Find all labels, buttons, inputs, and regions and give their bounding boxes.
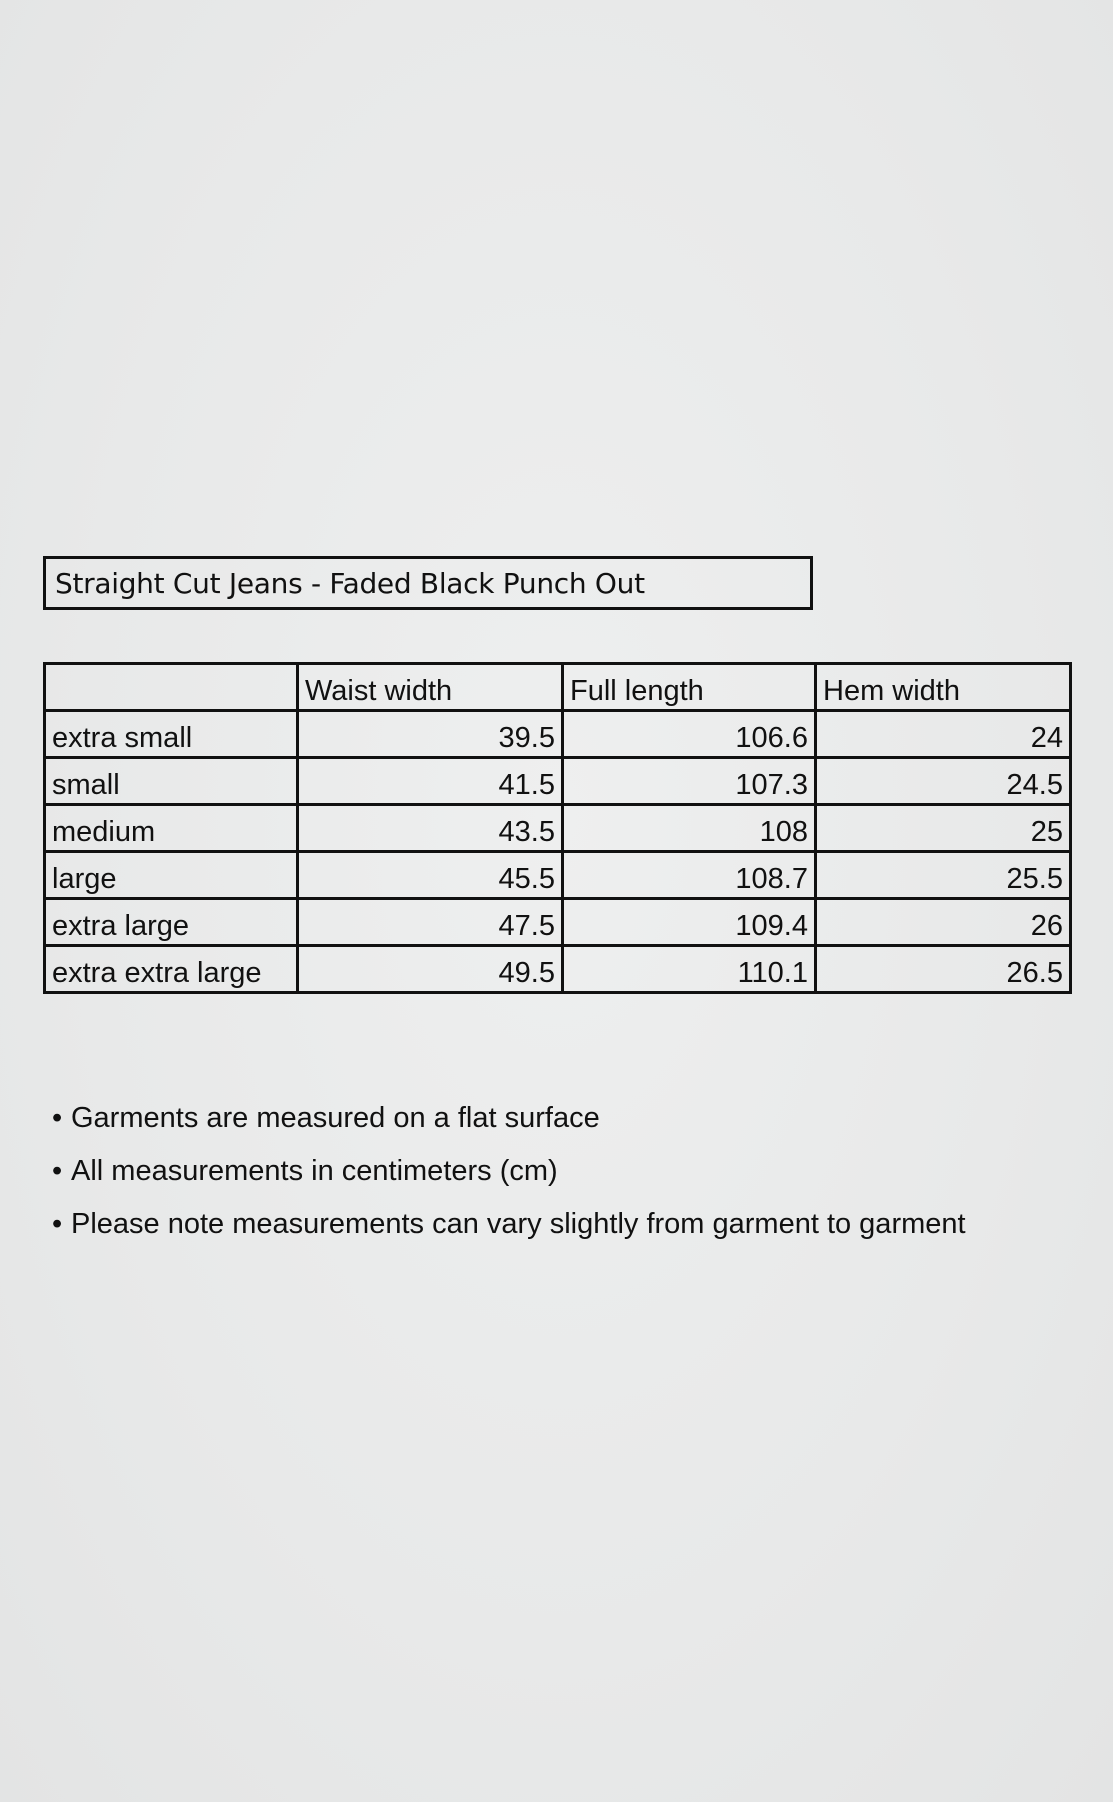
size-cell: large	[45, 852, 298, 899]
size-chart-table	[43, 662, 1072, 994]
table-row	[45, 852, 1071, 899]
waist-cell: 47.5	[298, 899, 563, 946]
length-cell: 109.4	[563, 899, 816, 946]
size-cell: extra large	[45, 899, 298, 946]
waist-cell: 45.5	[298, 852, 563, 899]
waist-cell: 49.5	[298, 946, 563, 993]
size-cell: small	[45, 758, 298, 805]
bullet-icon: •	[52, 1208, 63, 1240]
header-cell-hem-width: Hem width	[816, 664, 1071, 711]
header-cell-full-length: Full length	[563, 664, 816, 711]
table-row	[45, 946, 1071, 993]
table-row	[45, 899, 1071, 946]
waist-cell: 41.5	[298, 758, 563, 805]
hem-cell: 24.5	[816, 758, 1071, 805]
length-cell: 107.3	[563, 758, 816, 805]
waist-cell: 43.5	[298, 805, 563, 852]
size-cell: medium	[45, 805, 298, 852]
hem-cell: 25.5	[816, 852, 1071, 899]
bullet-icon: •	[52, 1102, 63, 1134]
hem-cell: 25	[816, 805, 1071, 852]
hem-cell: 26	[816, 899, 1071, 946]
chart-title: Straight Cut Jeans - Faded Black Punch Out	[43, 556, 813, 610]
hem-cell: 24	[816, 711, 1071, 758]
note-text: Please note measurements can vary slightly from garment to garment	[71, 1208, 966, 1240]
length-cell: 106.6	[563, 711, 816, 758]
list-item	[52, 1100, 966, 1153]
table-row	[45, 711, 1071, 758]
table-row	[45, 805, 1071, 852]
bullet-icon: •	[52, 1155, 63, 1187]
length-cell: 108.7	[563, 852, 816, 899]
table-header-row	[45, 664, 1071, 711]
length-cell: 110.1	[563, 946, 816, 993]
note-text: All measurements in centimeters (cm)	[71, 1155, 558, 1187]
hem-cell: 26.5	[816, 946, 1071, 993]
size-cell: extra small	[45, 711, 298, 758]
list-item	[52, 1153, 966, 1206]
length-cell: 108	[563, 805, 816, 852]
size-cell: extra extra large	[45, 946, 298, 993]
header-cell-size	[45, 664, 298, 711]
list-item	[52, 1206, 966, 1259]
note-text: Garments are measured on a flat surface	[71, 1102, 600, 1134]
measurement-notes	[52, 1100, 966, 1259]
table-row	[45, 758, 1071, 805]
header-cell-waist-width: Waist width	[298, 664, 563, 711]
waist-cell: 39.5	[298, 711, 563, 758]
